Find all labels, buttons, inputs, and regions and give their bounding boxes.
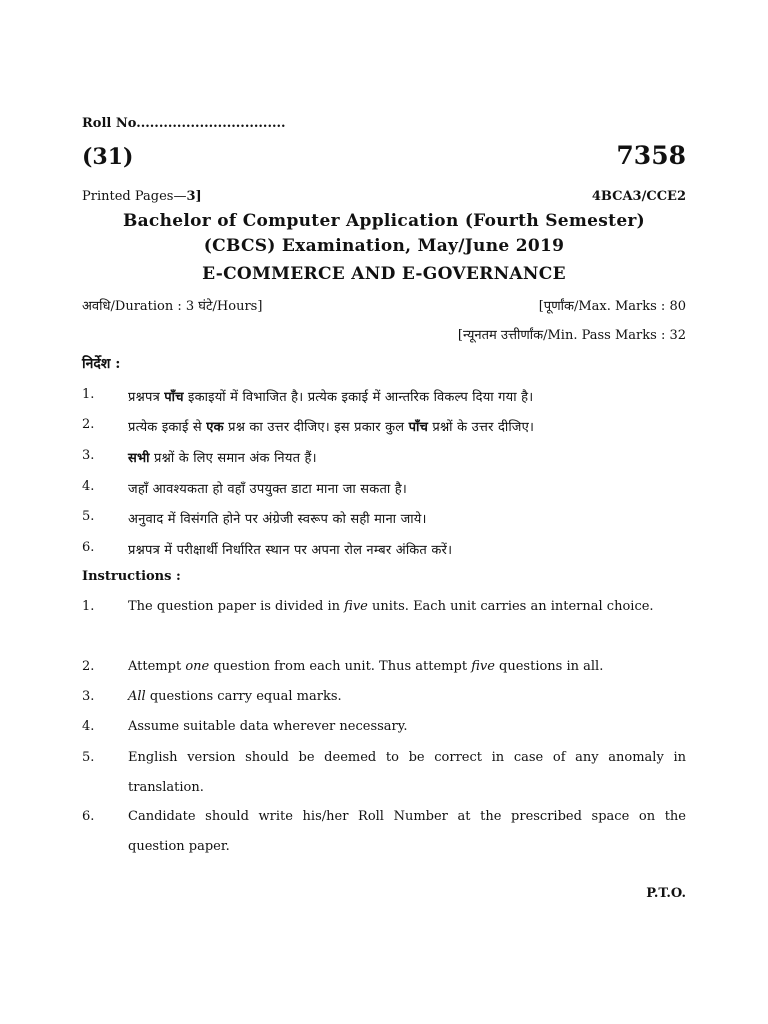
hindi-item-number: 5.	[82, 509, 95, 524]
hindi-item-text: प्रश्नपत्र	[128, 390, 165, 405]
printed-pages-label: Printed Pages—	[82, 189, 187, 204]
english-item-1	[128, 592, 686, 622]
english-instructions-heading: Instructions :	[82, 569, 181, 584]
english-item-text: The question paper is divided in	[128, 599, 345, 614]
hindi-item-text: प्रश्न का उत्तर दीजिए। इस प्रकार कुल	[223, 420, 409, 435]
hindi-item-number: 3.	[82, 448, 95, 463]
english-item-emphasis: one	[185, 659, 210, 674]
english-item-text: Attempt	[128, 659, 186, 674]
english-item-4: Assume suitable data wherever necessary.	[128, 719, 408, 734]
english-item-text: units. Each unit carries an internal choice.	[367, 599, 654, 614]
english-item-emphasis: five	[344, 599, 368, 614]
hindi-item-number: 1.	[82, 387, 95, 402]
english-item-text: questions in all.	[494, 659, 604, 674]
hindi-item-bold: सभी	[128, 451, 150, 466]
english-item-number: 2.	[82, 659, 95, 674]
exam-title-line-2: (CBCS) Examination, May/June 2019	[203, 236, 565, 256]
paper-code-left: (31)	[82, 144, 134, 170]
english-item-emphasis: five	[471, 659, 495, 674]
hindi-item-bold: एक	[206, 420, 224, 435]
hindi-item-number: 6.	[82, 540, 95, 555]
hindi-item-2	[128, 417, 534, 435]
hindi-instructions-heading: निर्देश :	[82, 356, 121, 372]
english-item-number: 3.	[82, 689, 95, 704]
exam-title-line-1: Bachelor of Computer Application (Fourth Semester)	[122, 211, 646, 231]
english-item-text: question from each unit. Thus attempt	[209, 659, 472, 674]
roll-number-line: Roll No.................................	[82, 116, 286, 131]
hindi-item-1	[128, 387, 533, 405]
hindi-item-bold: पाँच	[164, 390, 184, 405]
english-item-5: English version should be deemed to be correct in case of any anomaly in translation.	[128, 750, 686, 795]
printed-pages	[82, 189, 202, 204]
english-item-text: questions carry equal marks.	[145, 689, 342, 704]
subject-title: E-COMMERCE AND E-GOVERNANCE	[202, 264, 566, 284]
paper-code-right: 7358	[616, 141, 686, 170]
hindi-item-3	[128, 448, 317, 466]
english-item-emphasis: All	[128, 689, 146, 704]
hindi-item-bold: पाँच	[408, 420, 429, 435]
english-item-number: 4.	[82, 719, 95, 734]
subject-code: 4BCA3/CCE2	[591, 189, 686, 204]
english-item-6: Candidate should write his/her Roll Number at the prescribed space on the question paper.	[128, 809, 686, 854]
hindi-item-4: जहाँ आवश्यकता हो वहाँ उपयुक्त डाटा माना जा सकता है।	[128, 482, 407, 497]
min-pass-marks: [न्यूनतम उत्तीर्णांक/Min. Pass Marks : 32	[457, 328, 686, 343]
hindi-item-number: 4.	[82, 479, 95, 494]
english-item-3	[128, 682, 686, 712]
hindi-item-text: प्रश्नों के उत्तर दीजिए।	[428, 420, 535, 435]
hindi-item-text: प्रश्नों के लिए समान अंक नियत हैं।	[149, 451, 317, 466]
hindi-item-text: प्रत्येक इकाई से	[128, 420, 207, 435]
printed-pages-value: 3]	[186, 189, 202, 204]
hindi-item-text: इकाइयों में विभाजित है। प्रत्येक इकाई में आन्तरिक विकल्प दिया गया है।	[183, 390, 534, 405]
english-item-number: 6.	[82, 809, 95, 824]
hindi-item-number: 2.	[82, 417, 95, 432]
hindi-item-6: प्रश्नपत्र में परीक्षार्थी निर्धारित स्थान पर अपना रोल नम्बर अंकित करें।	[128, 543, 453, 558]
english-item-number: 5.	[82, 750, 95, 765]
english-item-2	[128, 652, 686, 682]
hindi-item-5: अनुवाद में विसंगति होने पर अंग्रेजी स्वरूप को सही माना जाये।	[128, 512, 427, 527]
please-turn-over: P.T.O.	[646, 886, 686, 901]
duration: अवधि/Duration : 3 घंटे/Hours]	[82, 299, 263, 314]
english-item-number: 1.	[82, 599, 95, 614]
max-marks: [पूर्णांक/Max. Marks : 80	[538, 299, 686, 314]
